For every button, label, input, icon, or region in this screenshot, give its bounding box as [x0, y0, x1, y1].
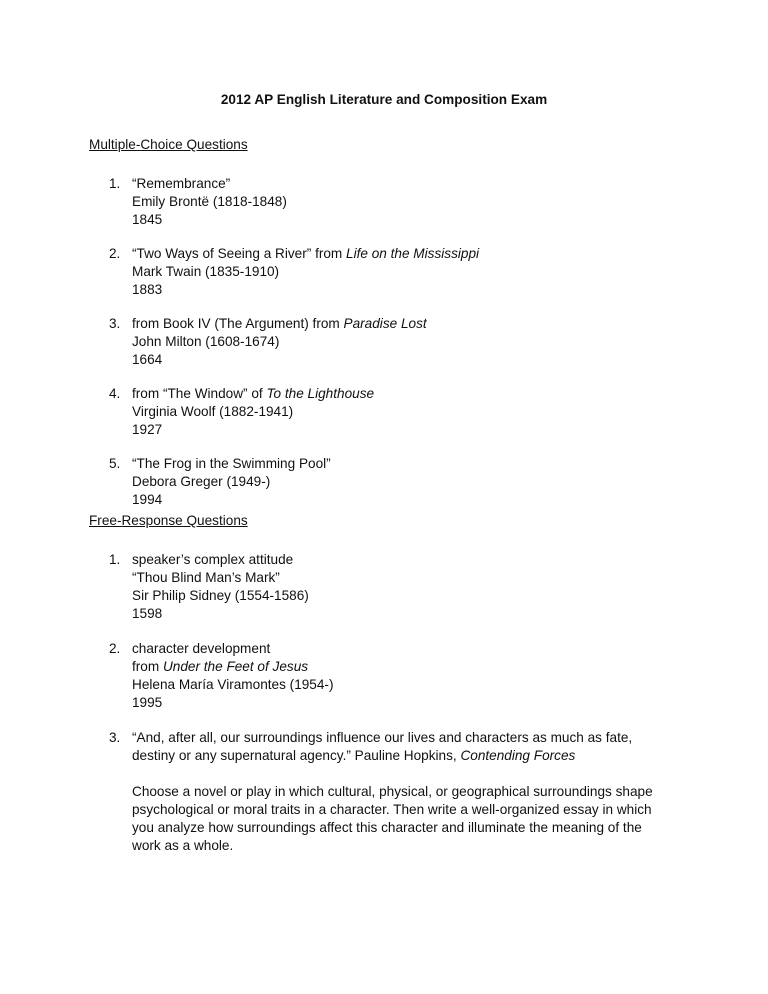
author: Helena María Viramontes (1954-): [132, 677, 334, 692]
year: 1845: [132, 212, 163, 227]
item-number: 2.: [109, 641, 121, 656]
fr-item-3: [109, 729, 669, 855]
source-title-italic: Contending Forces: [460, 748, 576, 763]
year: 1927: [132, 422, 163, 437]
year: 1994: [132, 492, 163, 507]
mc-item-4: [109, 385, 669, 439]
work-title: from Book IV (The Argument) from Paradise Lost: [132, 316, 427, 331]
author: Debora Greger (1949-): [132, 474, 271, 489]
task-description: speaker’s complex attitude: [132, 552, 294, 567]
fr-item-2: [109, 640, 669, 712]
work-title: from Under the Feet of Jesus: [132, 659, 309, 674]
mc-item-3: [109, 315, 669, 369]
item-number: 1.: [109, 552, 121, 567]
work-title: from “The Window” of To the Lighthouse: [132, 386, 375, 401]
work-title: “Two Ways of Seeing a River” from Life on the Mississippi: [132, 246, 480, 261]
author: Virginia Woolf (1882-1941): [132, 404, 294, 419]
work-title: “Remembrance”: [132, 176, 231, 191]
mc-section-heading: Multiple-Choice Questions: [89, 137, 248, 152]
work-title-italic: Paradise Lost: [343, 316, 427, 331]
year: 1995: [132, 695, 163, 710]
year: 1598: [132, 606, 163, 621]
mc-item-1: [109, 175, 669, 229]
item-number: 4.: [109, 386, 121, 401]
task-description: character development: [132, 641, 271, 656]
author: Mark Twain (1835-1910): [132, 264, 280, 279]
author: Emily Brontë (1818-1848): [132, 194, 287, 209]
essay-prompt: Choose a novel or play in which cultural, physical, or geographical surroundings shape psychological or moral traits in a character. Then write a well-organized essay in which you analyze how surroundings affect this character and illuminate the meaning of the work as a whole.: [132, 784, 653, 853]
mc-item-5: [109, 455, 669, 509]
year: 1664: [132, 352, 163, 367]
work-title-italic: Under the Feet of Jesus: [162, 659, 309, 674]
item-number: 3.: [109, 316, 121, 331]
author: Sir Philip Sidney (1554-1586): [132, 588, 309, 603]
quote: “And, after all, our surroundings influence our lives and characters as much as fate, destiny or any supernatural agency.” Pauline Hopkins, Contending Forces: [132, 730, 633, 763]
fr-item-1: [109, 551, 669, 623]
page-title: 2012 AP English Literature and Composition Exam: [220, 92, 548, 107]
work-title: “The Frog in the Swimming Pool”: [132, 456, 331, 471]
item-number: 1.: [109, 176, 121, 191]
author: John Milton (1608-1674): [132, 334, 280, 349]
work-title-italic: Life on the Mississippi: [346, 246, 480, 261]
mc-item-2: [109, 245, 669, 299]
item-number: 3.: [109, 730, 121, 745]
year: 1883: [132, 282, 163, 297]
item-number: 2.: [109, 246, 121, 261]
fr-section-heading: Free-Response Questions: [89, 513, 248, 528]
work-title: “Thou Blind Man’s Mark”: [132, 570, 280, 585]
work-title-italic: To the Lighthouse: [266, 386, 375, 401]
item-number: 5.: [109, 456, 121, 471]
